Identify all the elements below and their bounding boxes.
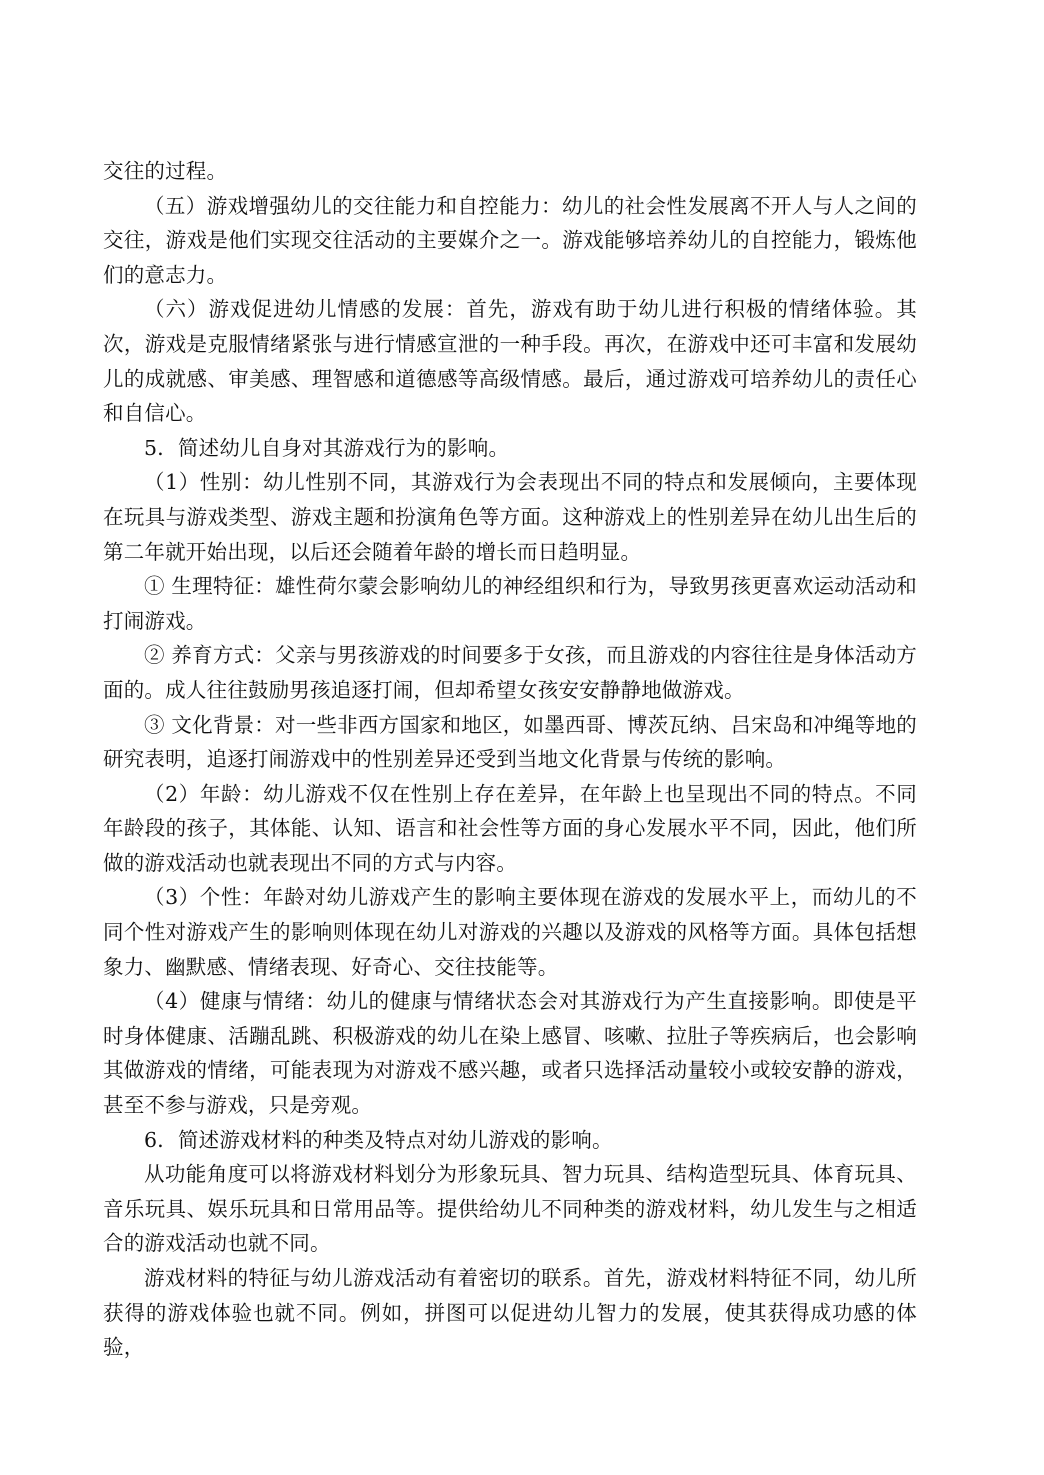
paragraph-material-features: 游戏材料的特征与幼儿游戏活动有着密切的联系。首先，游戏材料特征不同，幼儿所获得的游戏体验也就不同。例如，拼图可以促进幼儿智力的发展，使其获得成功感的体验， — [103, 1266, 917, 1360]
question-heading-5: 5．简述幼儿自身对其游戏行为的影响。 — [144, 435, 510, 460]
paragraph-material-types: 从功能角度可以将游戏材料划分为形象玩具、智力玩具、结构造型玩具、体育玩具、音乐玩具、娱乐玩具和日常用品等。提供给幼儿不同种类的游戏材料，幼儿发生与之相适合的游戏活动也就不同。 — [103, 1162, 917, 1256]
list-item-parenting: ② 养育方式：父亲与男孩游戏的时间要多于女孩，而且游戏的内容往往是身体活动方面的。成人往往鼓励男孩追逐打闹，但却希望女孩安安静静地做游戏。 — [103, 643, 917, 702]
list-item-culture: ③ 文化背景：对一些非西方国家和地区，如墨西哥、博茨瓦纳、吕宋岛和冲绳等地的研究表明，追逐打闹游戏中的性别差异还受到当地文化背景与传统的影响。 — [103, 712, 917, 772]
paragraph-social-skills: （五）游戏增强幼儿的交往能力和自控能力：幼儿的社会性发展离不开人与人之间的交往，游戏是他们实现交往活动的主要媒介之一。游戏能够培养幼儿的自控能力，锻炼他们的意志力。 — [103, 193, 917, 287]
paragraph-continuation: 交往的过程。 — [103, 159, 228, 183]
list-item-physiology: ① 生理特征：雄性荷尔蒙会影响幼儿的神经组织和行为，导致男孩更喜欢运动活动和打闹游戏。 — [103, 574, 917, 633]
paragraph-age: （2）年龄：幼儿游戏不仅在性别上存在差异，在年龄上也呈现出不同的特点。不同年龄段的孩子，其体能、认知、语言和社会性等方面的身心发展水平不同，因此，他们所做的游戏活动也就表现出不同的方式与内容。 — [103, 781, 917, 875]
document-page — [103, 154, 917, 1365]
question-heading-6: 6．简述游戏材料的种类及特点对幼儿游戏的影响。 — [144, 1127, 613, 1152]
paragraph-emotion-development: （六）游戏促进幼儿情感的发展：首先，游戏有助于幼儿进行积极的情绪体验。其次，游戏是克服情绪紧张与进行情感宣泄的一种手段。再次，在游戏中还可丰富和发展幼儿的成就感、审美感、理智感和道德感等高级情感。最后，通过游戏可培养幼儿的责任心和自信心。 — [103, 297, 917, 426]
paragraph-health-emotion: （4）健康与情绪：幼儿的健康与情绪状态会对其游戏行为产生直接影响。即使是平时身体健康、活蹦乱跳、积极游戏的幼儿在染上感冒、咳嗽、拉肚子等疾病后，也会影响其做游戏的情绪，可能表现为对游戏不感兴趣，或者只选择活动量较小或较安静的游戏，甚至不参与游戏，只是旁观。 — [103, 989, 917, 1118]
paragraph-gender: （1）性别：幼儿性别不同，其游戏行为会表现出不同的特点和发展倾向，主要体现在玩具与游戏类型、游戏主题和扮演角色等方面。这种游戏上的性别差异在幼儿出生后的第二年就开始出现，以后还会随着年龄的增长而日趋明显。 — [103, 470, 917, 564]
paragraph-personality: （3）个性：年龄对幼儿游戏产生的影响主要体现在游戏的发展水平上，而幼儿的不同个性对游戏产生的影响则体现在幼儿对游戏的兴趣以及游戏的风格等方面。具体包括想象力、幽默感、情绪表现、好奇心、交往技能等。 — [103, 885, 917, 979]
